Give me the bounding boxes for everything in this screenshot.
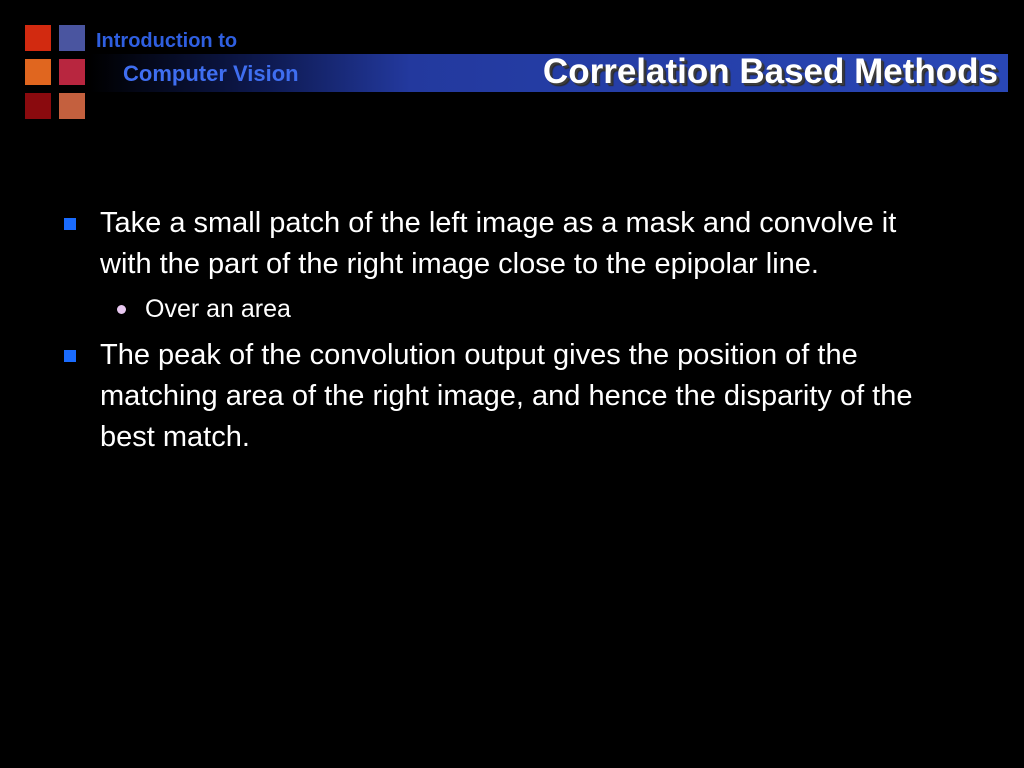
logo-square-red <box>25 25 51 51</box>
slide-title: Correlation Based Methods <box>542 52 998 91</box>
course-title-line2: Computer Vision <box>123 61 299 86</box>
bullet-item <box>62 203 942 285</box>
logo-square-slate-blue <box>59 25 85 51</box>
bullet-item <box>62 335 942 458</box>
square-bullet-icon <box>64 218 76 230</box>
logo-square-crimson <box>59 59 85 85</box>
sub-bullet-text: Over an area <box>145 295 291 323</box>
bullet-text: The peak of the convolution output gives the position of the matching area of the right image, and hence the disparity of the best match. <box>100 339 913 453</box>
course-title-line1: Introduction to <box>96 30 238 52</box>
square-bullet-icon <box>64 350 76 362</box>
slide-content <box>62 203 942 464</box>
dot-bullet-icon <box>117 305 126 314</box>
logo-square-orange <box>25 59 51 85</box>
logo-square-terracotta <box>59 93 85 119</box>
bullet-text: Take a small patch of the left image as a mask and convolve it with the part of the right image close to the epipolar line. <box>100 207 897 280</box>
logo-square-dark-red <box>25 93 51 119</box>
sub-bullet-item <box>62 291 942 327</box>
